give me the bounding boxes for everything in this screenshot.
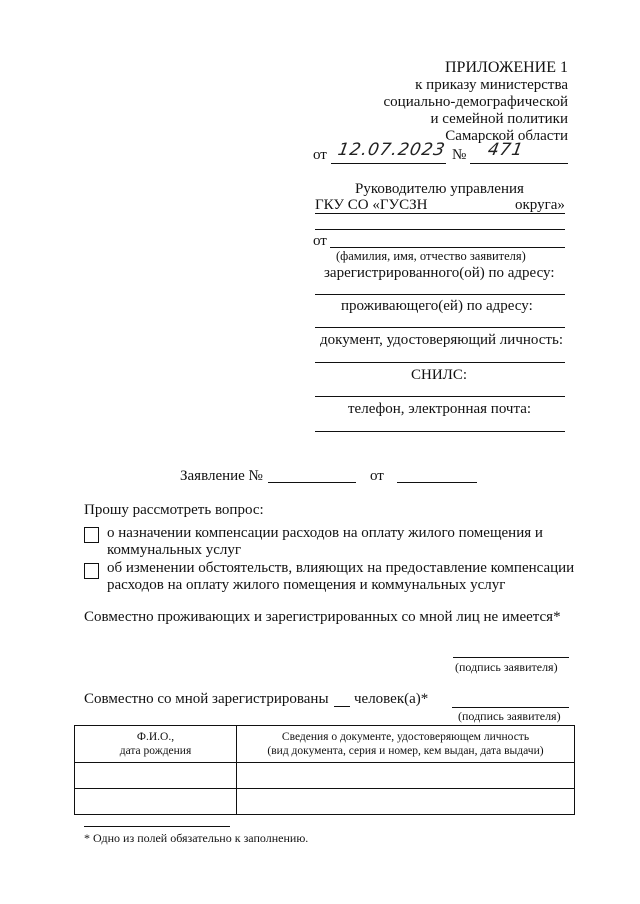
- handwritten-number: 471: [486, 140, 526, 160]
- snils-label: СНИЛС:: [411, 367, 468, 383]
- date-underline: [331, 163, 446, 164]
- table-cell-doc[interactable]: [237, 789, 575, 815]
- signature-field-1[interactable]: [453, 657, 569, 658]
- cohabitants-table: [74, 725, 575, 815]
- id-doc-field[interactable]: [315, 362, 565, 363]
- col-fio-line1: Ф.И.О.,: [136, 731, 175, 743]
- date-prefix: от: [313, 147, 327, 163]
- col-doc-header: [237, 726, 575, 763]
- living-label: проживающего(ей) по адресу:: [341, 298, 533, 314]
- registered-label: зарегистрированного(ой) по адресу:: [324, 265, 555, 281]
- no-cohabitants-statement: Совместно проживающих и зарегистрированных со мной лиц не имеется*: [84, 609, 561, 625]
- col-fio-header: [75, 726, 237, 763]
- order-line-2: социально-демографической: [383, 94, 568, 110]
- order-line-1: к приказу министерства: [415, 77, 568, 93]
- snils-field[interactable]: [315, 396, 565, 397]
- footnote-separator: [84, 826, 230, 827]
- registered-with-me-prefix: Совместно со мной зарегистрированы: [84, 691, 329, 707]
- addressee-line1: Руководителю управления: [355, 181, 524, 197]
- number-prefix: №: [452, 147, 467, 163]
- request-intro: Прошу рассмотреть вопрос:: [84, 502, 264, 518]
- id-doc-label: документ, удостоверяющий личность:: [320, 332, 563, 348]
- blank-line: [315, 229, 565, 230]
- order-line-3: и семейной политики: [430, 111, 568, 127]
- contacts-label: телефон, электронная почта:: [348, 401, 532, 417]
- signature-hint-1: (подпись заявителя): [455, 660, 558, 674]
- table-cell-fio[interactable]: [75, 763, 237, 789]
- registered-address-field[interactable]: [315, 294, 565, 295]
- fio-field[interactable]: [330, 247, 565, 248]
- registered-with-me-suffix: человек(а)*: [354, 691, 429, 707]
- option1-checkbox[interactable]: [84, 527, 99, 543]
- from-prefix: от: [313, 233, 327, 249]
- footnote: * Одно из полей обязательно к заполнению.: [84, 831, 309, 845]
- appendix-title: ПРИЛОЖЕНИЕ 1: [444, 59, 568, 76]
- option2-line2: расходов на оплату жилого помещения и коммунальных услуг: [107, 577, 506, 593]
- option1-line2: коммунальных услуг: [107, 542, 242, 558]
- count-field[interactable]: [334, 706, 350, 707]
- application-from: от: [370, 468, 384, 484]
- number-underline: [470, 163, 568, 164]
- application-number-field[interactable]: [268, 482, 356, 483]
- table-cell-fio[interactable]: [75, 789, 237, 815]
- option1-line1: о назначении компенсации расходов на оплату жилого помещения и: [107, 525, 543, 541]
- living-address-field[interactable]: [315, 327, 565, 328]
- application-date-field[interactable]: [397, 482, 477, 483]
- org-underline: [315, 213, 565, 214]
- table-header-row: [75, 726, 575, 763]
- org-suffix: округа»: [515, 197, 565, 213]
- table-row: [75, 789, 575, 815]
- table-cell-doc[interactable]: [237, 763, 575, 789]
- col-doc-line2: (вид документа, серия и номер, кем выдан, дата выдачи): [267, 745, 544, 757]
- col-fio-line2: дата рождения: [119, 745, 192, 757]
- fio-hint: (фамилия, имя, отчество заявителя): [336, 249, 526, 263]
- option2-checkbox[interactable]: [84, 563, 99, 579]
- contacts-field[interactable]: [315, 431, 565, 432]
- signature-hint-2: (подпись заявителя): [458, 709, 561, 723]
- signature-field-2[interactable]: [452, 707, 569, 708]
- org-prefix: ГКУ СО «ГУСЗН: [315, 197, 428, 213]
- option2-line1: об изменении обстоятельств, влияющих на предоставление компенсации: [107, 560, 575, 576]
- table-row: [75, 763, 575, 789]
- order-line-4: Самарской области: [445, 128, 568, 144]
- handwritten-date: 12.07.2023: [336, 140, 448, 160]
- application-label: Заявление №: [180, 468, 263, 484]
- col-doc-line1: Сведения о документе, удостоверяющем личность: [281, 731, 530, 743]
